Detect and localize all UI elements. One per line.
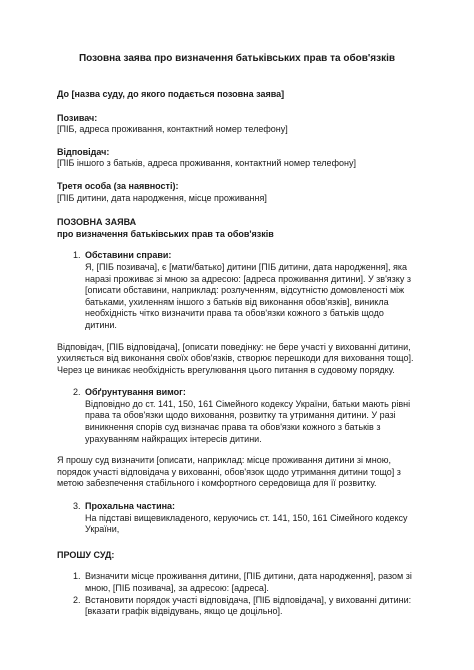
paragraph-defendant: Відповідач, [ПІБ відповідача], [описати поведінку: не бере участі у вихованні дитини, ухиляється від виконання своїх обов'язків, створює перешкоди для виховання тощо]. Через це виникає необхідність врегулювання цього питання в судовому порядку. xyxy=(57,341,414,375)
ask-item-number: 1. xyxy=(73,571,81,582)
section-justification xyxy=(57,387,417,445)
third-party-value: [ПІБ дитини, дата народження, місце проживання] xyxy=(57,192,267,203)
section-heading: Прохальна частина: xyxy=(85,501,176,512)
third-party-label: Третя особа (за наявності): xyxy=(57,180,179,191)
section-number: 3. xyxy=(73,501,81,512)
claim-title: ПОЗОВНА ЗАЯВА xyxy=(57,217,137,228)
section-heading: Обставини справи: xyxy=(85,250,172,261)
plaintiff-block xyxy=(57,113,417,136)
paragraph-request: Я прошу суд визначити [описати, наприклад: місце проживання дитини зі мною, порядок участі відповідача у вихованні, обов'язок щодо утримання дитини тощо] з метою забезпечення стабільного і комфортного середовища для її розвитку. xyxy=(57,455,401,489)
plaintiff-value: [ПІБ, адреса проживання, контактний номер телефону] xyxy=(57,124,288,135)
section-body: На підставі вищевикладеного, керуючись ст. 141, 150, 161 Сімейного кодексу України, xyxy=(85,512,408,535)
section-body: Відповідно до ст. 141, 150, 161 Сімейного кодексу України, батьки мають рівні права та обов'язки щодо виховання, розвитку та утримання дитини. У разі виникнення спорів суд визначає права та обов'язки кожного з батьків з урахуванням найкращих інтересів дитини. xyxy=(85,398,411,444)
ask-item-text: Визначити місце проживання дитини, [ПІБ дитини, дата народження], разом зі мною, [ПІБ позивача], за адресою: [адреса]. xyxy=(85,571,412,593)
section-petition xyxy=(57,501,417,536)
ask-item-number: 2. xyxy=(73,594,81,605)
section-number: 1. xyxy=(73,250,81,261)
defendant-value: [ПІБ іншого з батьків, адреса проживання, контактний номер телефону] xyxy=(57,158,356,169)
section-heading: Обґрунтування вимог: xyxy=(85,387,186,398)
defendant-block xyxy=(57,147,417,170)
defendant-label: Відповідач: xyxy=(57,146,110,157)
document-title: Позовна заява про визначення батьківських прав та обов'язків xyxy=(78,53,396,64)
section-body: Я, [ПІБ позивача], є [мати/батько] дитини [ПІБ дитини, дата народження], яка наразі проживає зі мною за адресою: [адреса проживання дитини]. У зв'язку з [описати обставини, наприклад: розлученням, відсутністю домовленості між батьками, ухиленням іншого з батьків від виконання обов'язків], виникла необхідність чітко визначити права та обов'язки кожного з батьків щодо дитини. xyxy=(85,261,411,330)
claim-subtitle: про визначення батьківських прав та обов'язків xyxy=(57,228,274,239)
section-number: 2. xyxy=(73,387,81,398)
plaintiff-label: Позивач: xyxy=(57,112,98,123)
ask-title: ПРОШУ СУД: xyxy=(57,549,115,560)
section-circumstances xyxy=(57,250,417,331)
ask-item-text: Встановити порядок участі відповідача, [ПІБ відповідача], у вихованні дитини: [вказати графік відвідувань, якщо це доцільно]. xyxy=(85,594,412,617)
third-party-block xyxy=(57,181,417,204)
court-line: До [назва суду, до якого подається позовна заява] xyxy=(57,89,285,99)
ask-item xyxy=(57,595,417,618)
ask-item xyxy=(57,571,417,594)
